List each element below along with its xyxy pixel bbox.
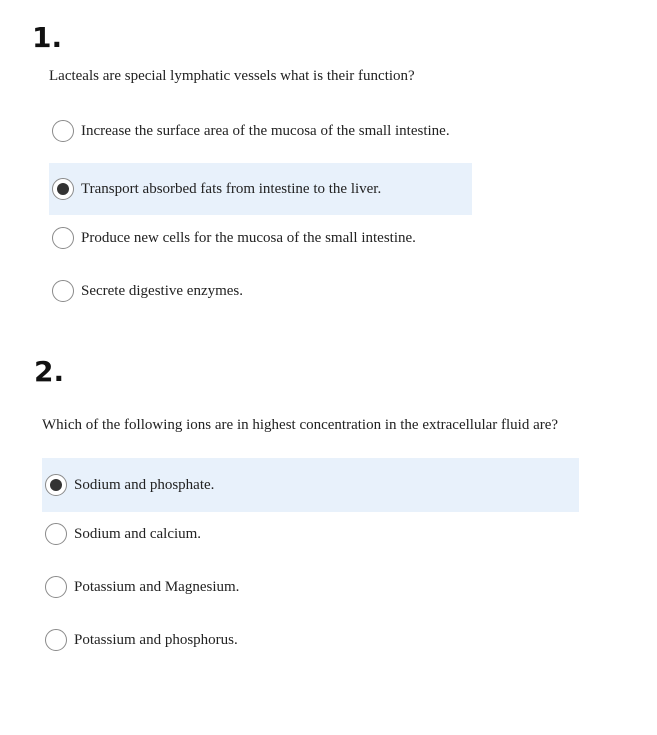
radio-button[interactable] [52,178,74,200]
answer-label: Secrete digestive enzymes. [81,283,244,299]
radio-selected-dot-icon [57,183,69,195]
answer-option-4[interactable] [49,265,472,317]
answer-option-1[interactable] [49,105,472,157]
answer-label: Produce new cells for the mucosa of the small intestine. [81,230,416,246]
radio-selected-dot-icon [50,479,62,491]
answer-label: Potassium and phosphorus. [74,632,238,648]
answer-label: Increase the surface area of the mucosa of the small intestine. [81,123,450,139]
radio-button[interactable] [45,523,67,545]
answer-option-1[interactable] [42,458,579,512]
radio-button[interactable] [52,120,74,142]
question-number: 2. [34,355,65,388]
question-text: Which of the following ions are in highest concentration in the extracellular fluid are? [42,417,559,433]
answer-option-3[interactable] [49,212,472,264]
radio-button[interactable] [52,227,74,249]
answer-label: Sodium and calcium. [74,526,202,542]
answer-option-2[interactable] [49,163,472,215]
question-text: Lacteals are special lymphatic vessels what is their function? [49,68,415,84]
radio-button[interactable] [45,629,67,651]
answer-label: Transport absorbed fats from intestine to the liver. [81,181,382,197]
answer-option-2[interactable] [42,508,579,560]
question-number: 1. [32,21,63,54]
radio-button[interactable] [45,474,67,496]
answer-option-4[interactable] [42,614,579,666]
answer-label: Sodium and phosphate. [74,477,215,493]
radio-button[interactable] [52,280,74,302]
answer-option-3[interactable] [42,561,579,613]
radio-button[interactable] [45,576,67,598]
answer-label: Potassium and Magnesium. [74,579,240,595]
